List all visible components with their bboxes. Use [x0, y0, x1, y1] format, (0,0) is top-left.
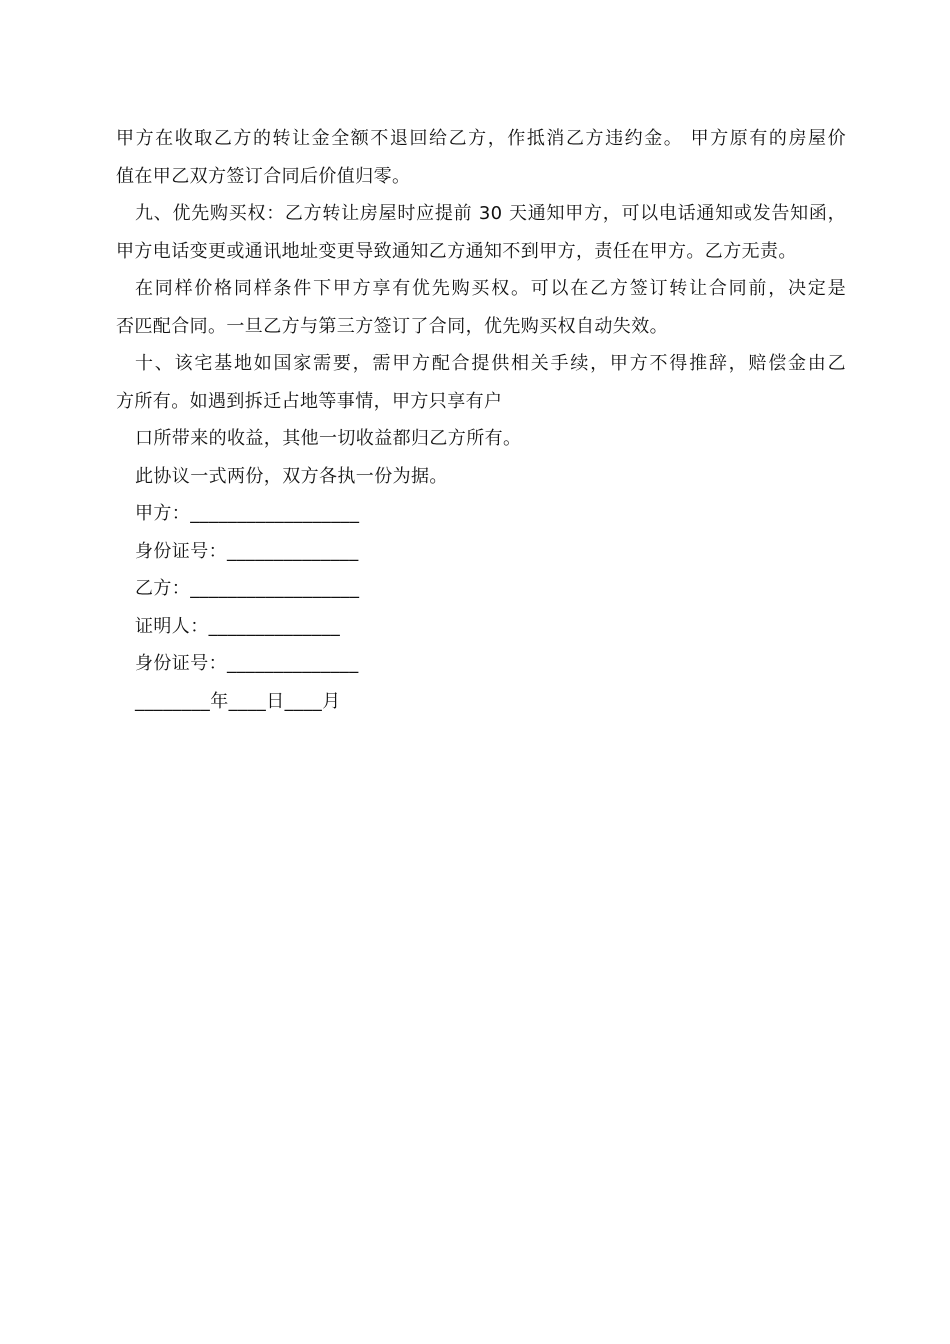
signature-party-a: 甲方：__________________: [135, 503, 360, 524]
text-line-2: 值在甲乙双方签订合同后价值归零。: [116, 165, 411, 187]
document-body: [116, 120, 846, 720]
signature-id-a: 身份证号：______________: [135, 540, 359, 562]
signature-date: ________年____日____月: [135, 690, 341, 712]
copies-statement: 此协议一式两份，双方各执一份为据。: [135, 465, 448, 487]
clause-nine-line-2: 甲方电话变更或通讯地址变更导致通知乙方通知不到甲方，责任在甲方。乙方无责。: [116, 240, 797, 262]
signature-witness: 证明人：______________: [135, 615, 341, 637]
signature-party-b: 乙方：__________________: [135, 578, 360, 599]
signature-id-witness: 身份证号：______________: [135, 653, 359, 674]
clause-ten-line-3: 口所带来的收益，其他一切收益都归乙方所有。: [135, 428, 522, 449]
clause-ten-line-1: 十、该宅基地如国家需要，需甲方配合提供相关手续，甲方不得推辞，赔偿金由乙: [135, 353, 846, 374]
clause-nine-line-1: 九、优先购买权：乙方转让房屋时应提前 30 天通知甲方，可以电话通知或发告知函，: [135, 203, 846, 224]
priority-purchase-line-1: 在同样价格同样条件下甲方享有优先购买权。可以在乙方签订转让合同前，决定是: [135, 278, 846, 299]
text-line-1: 甲方在收取乙方的转让金全额不退回给乙方，作抵消乙方违约金。 甲方原有的房屋价: [116, 128, 846, 149]
priority-purchase-line-2: 否匹配合同。一旦乙方与第三方签订了合同，优先购买权自动失效。: [116, 315, 668, 337]
clause-ten-line-2: 方所有。如遇到拆迁占地等事情，甲方只享有户: [116, 390, 503, 412]
